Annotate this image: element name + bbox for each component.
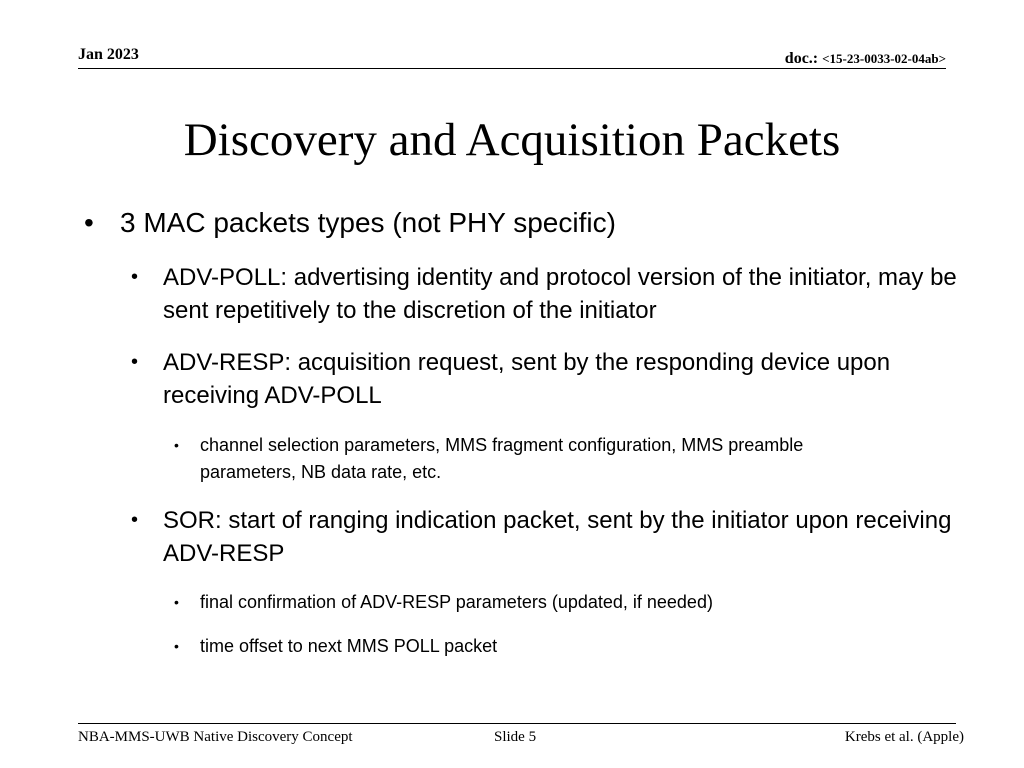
footer-divider (78, 723, 956, 724)
bullet-text: SOR: start of ranging indication packet, sent by the initiator upon receiving ADV-RESP (163, 507, 952, 567)
slide-number: Slide 5 (494, 729, 537, 745)
bullet-adv-resp (131, 346, 963, 412)
bullet-adv-poll (131, 261, 963, 327)
slide-title: Discovery and Acquisition Packets (183, 114, 841, 166)
bullet-text: ADV-RESP: acquisition request, sent by the responding device upon receiving ADV-POLL (163, 349, 891, 409)
bullet-dot: • (131, 266, 139, 288)
bullet-sor (131, 504, 963, 570)
header-doc-id (785, 50, 946, 68)
header-date: Jan 2023 (78, 46, 139, 63)
bullet-dot: • (131, 351, 139, 373)
bullet-dot: • (131, 509, 139, 531)
doc-label: doc.: (784, 50, 823, 67)
footer-title: NBA-MMS-UWB Native Discovery Concept (78, 729, 353, 745)
bullet-text: ADV-POLL: advertising identity and protocol version of the initiator, may be sent repetitively to the discretion of the initiator (163, 264, 957, 324)
footer-authors: Krebs et al. (Apple) (844, 729, 964, 745)
bullet-dot: • (174, 594, 179, 610)
bullet-sor-detail-2 (174, 633, 900, 660)
bullet-text: time offset to next MMS POLL packet (200, 636, 498, 656)
bullet-dot: • (174, 437, 179, 453)
bullet-dot: • (174, 638, 179, 654)
header-divider (78, 68, 946, 69)
bullet-sor-detail-1 (174, 589, 900, 616)
bullet-dot: • (84, 207, 94, 238)
bullet-text: 3 MAC packets types (not PHY specific) (120, 207, 616, 238)
bullet-text: final confirmation of ADV-RESP parameters (updated, if needed) (200, 592, 713, 612)
bullet-text: channel selection parameters, MMS fragment configuration, MMS preamble parameters, NB data rate, etc. (200, 435, 804, 482)
bullet-adv-resp-detail (174, 432, 900, 486)
bullet-main (84, 205, 616, 241)
doc-number: <15-23-0033-02-04ab> (822, 51, 946, 66)
